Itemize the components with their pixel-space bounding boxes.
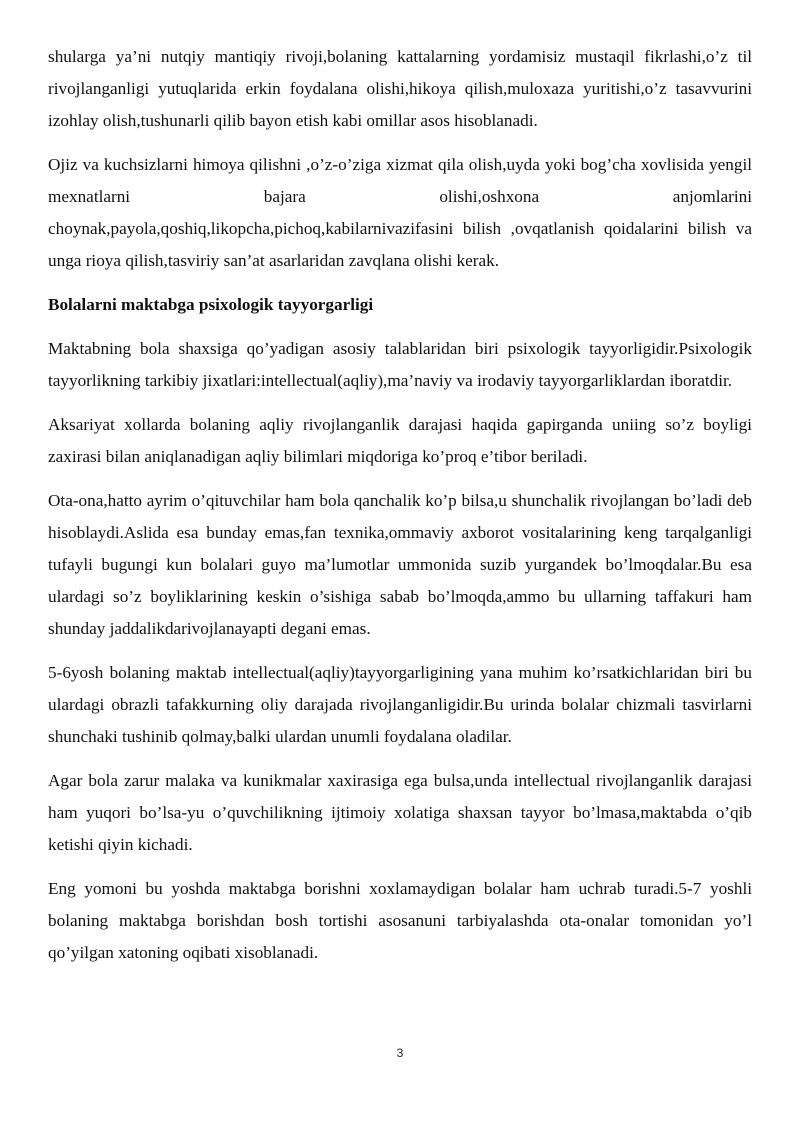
paragraph-4: Aksariyat xollarda bolaning aqliy rivojlanganlik darajasi haqida gapirganda uniing so’z boyligi zaxirasi bilan aniqlanadigan aqliy bilimlari miqdoriga ko’proq e’tibor beriladi.	[48, 415, 752, 466]
paragraph-5: Ota-ona,hatto ayrim o’qituvchilar ham bola qanchalik ko’p bilsa,u shunchalik rivojlangan bo’ladi deb hisoblaydi.Aslida esa bunday emas,fan texnika,ommaviy axborot vositalarining keng tarqalganligi tufayli bugungi kun bolalari guyo ma’lumotlar ummonida suzib yurgandek bo’lmoqdalar.Bu esa ulardagi so’z boyliklarining keskin o’sishiga sabab bo’lmoqda,ammo bu ullarning taffakuri ham shunday jaddalikdarivojlanayapti degani emas.	[48, 491, 752, 638]
paragraph-6: 5-6yosh bolaning maktab intellectual(aqliy)tayyorgarligining yana muhim ko’rsatkichlaridan biri bu ulardagi obrazli tafakkurning oliy darajada rivojlanganligidir.Bu urinda bolalar chizmali tasvirlarni shunchaki tushinib qolmay,balki ulardan unumli foydalana oladilar.	[48, 663, 752, 746]
paragraph-2: Ojiz va kuchsizlarni himoya qilishni ,o’z-o’ziga xizmat qila olish,uyda yoki bog’cha xovlisida yengil mexnatlarni bajara olishi,oshxona anjomlarini choynak,payola,qoshiq,likopcha,pichoq,kabilarnivazifasini bilish ,ovqatlanish qoidalarini bilish va unga rioya qilish,tasviriy san’at asarlaridan zavqlana olishi kerak.	[48, 155, 752, 270]
paragraph-8: Eng yomoni bu yoshda maktabga borishni xoxlamaydigan bolalar ham uchrab turadi.5-7 yoshli bolaning maktabga borishdan bosh tortishi asosanuni tarbiyalashda ota-onalar tomonidan yo’l qo’yilgan xatoning oqibati xisoblanadi.	[48, 879, 752, 962]
paragraph-7: Agar bola zarur malaka va kunikmalar xaxirasiga ega bulsa,unda intellectual rivojlanganlik darajasi ham yuqori bo’lsa-yu o’quvchilikning ijtimoiy xolatiga shaxsan tayyor bo’lmasa,maktabda o’qib ketishi qiyin kichadi.	[48, 771, 752, 854]
section-heading: Bolalarni maktabga psixologik tayyorgarligi	[48, 295, 374, 314]
page-number: 3	[396, 1046, 404, 1060]
paragraph-1: shularga ya’ni nutqiy mantiqiy rivoji,bolaning kattalarning yordamisiz mustaqil fikrlashi,o’z til rivojlanganligi yutuqlarida erkin foydalana olishi,hikoya qilish,muloxaza yuritishi,o’z tasavvurini izohlay olish,tushunarli qilib bayon etish kabi omillar asos hisoblanadi.	[48, 47, 752, 130]
paragraph-3: Maktabning bola shaxsiga qo’yadigan asosiy talablaridan biri psixologik tayyorligidir.Psixologik tayyorlikning tarkibiy jixatlari:intellectual(aqliy),ma’naviy va irodaviy tayyorgarliklardan iboratdir.	[48, 339, 752, 390]
document-page	[48, 41, 752, 981]
